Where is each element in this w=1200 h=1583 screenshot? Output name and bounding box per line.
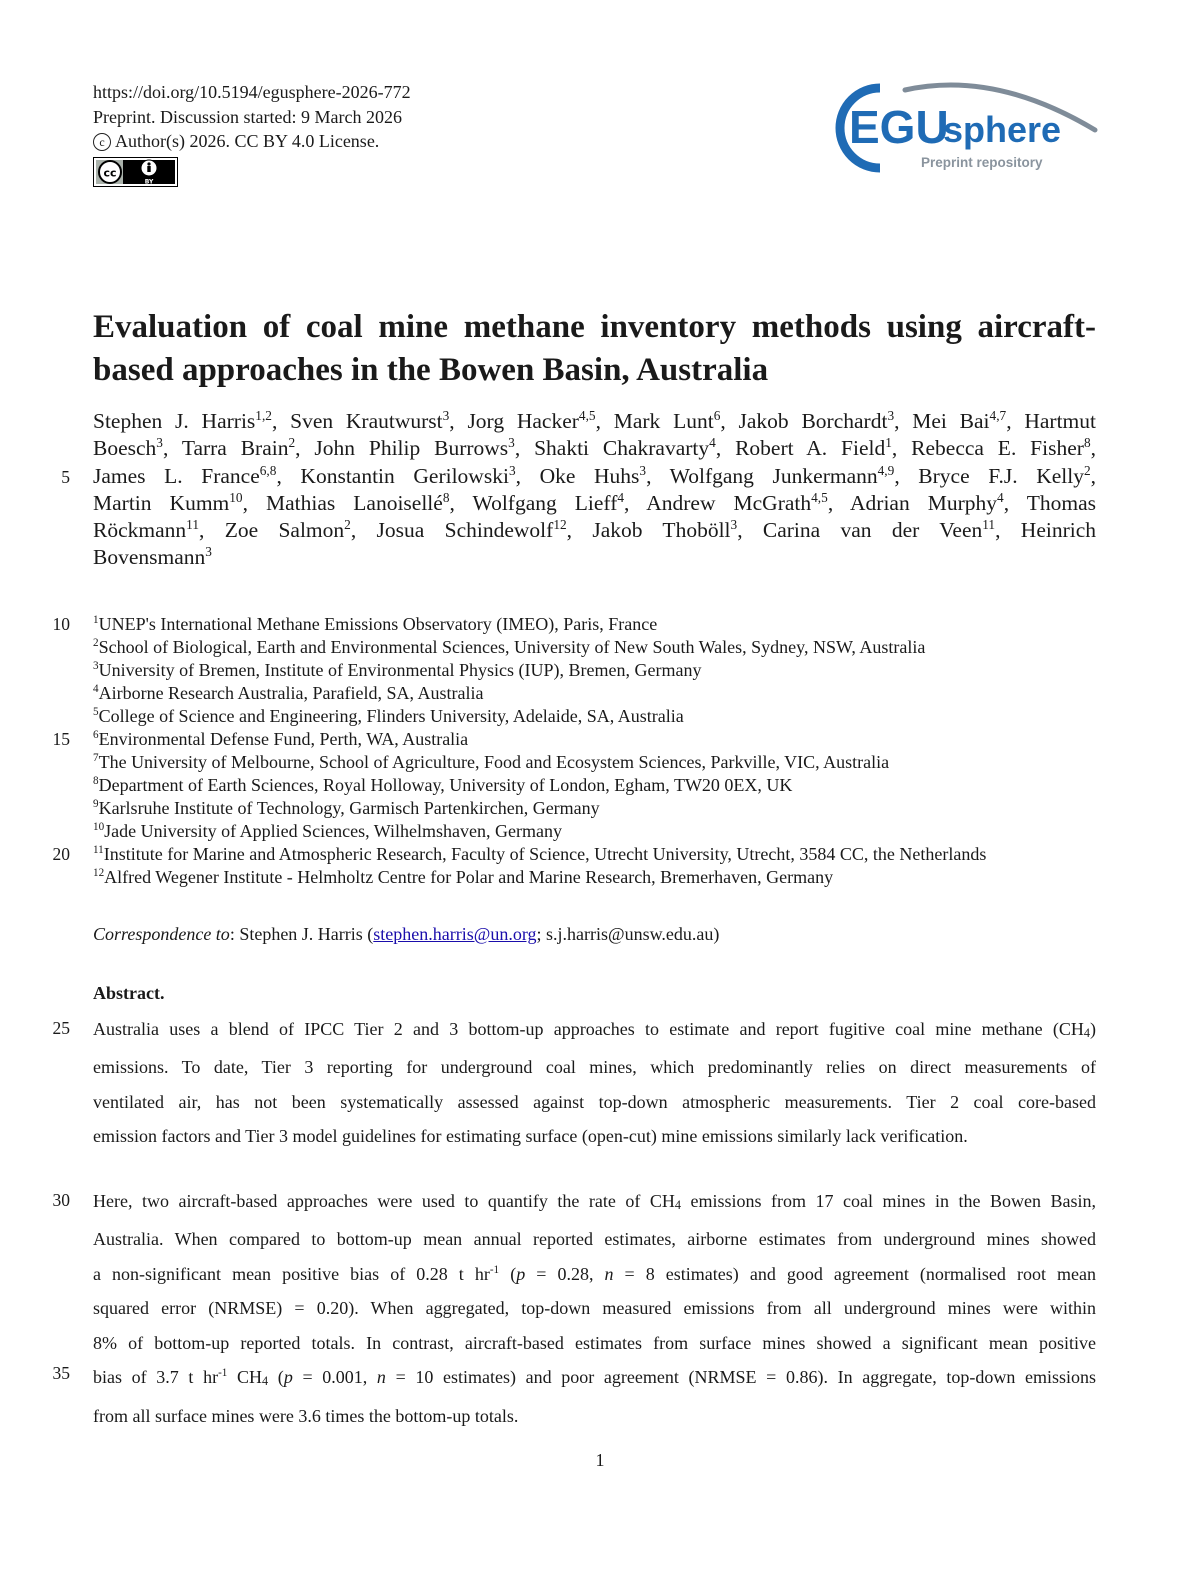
author-line (93, 435, 1096, 462)
line-number: 35 (52, 1363, 70, 1383)
affiliation-item (93, 866, 986, 889)
affiliation-item (93, 682, 986, 705)
author-affiliation-sup: 3 (887, 407, 895, 423)
copyright-icon: c (93, 133, 111, 151)
paren-close: ) (713, 924, 720, 944)
author-name: James L. France (93, 463, 260, 488)
cc-by-license-icon[interactable] (93, 157, 178, 187)
abstract-heading: Abstract. (93, 983, 165, 1003)
author-affiliation-sup: 3 (508, 435, 515, 451)
paper-title (93, 306, 1096, 392)
separator: ; (536, 924, 547, 944)
author-affiliation-sup: 4,9 (877, 462, 895, 478)
affiliation-text: College of Science and Engineering, Flinders University, Adelaide, SA, Australia (98, 706, 684, 726)
text-line: Australia. When compared to bottom-up mean annual reported estimates, airborne estimates from underground mines showed (93, 1229, 1096, 1250)
author-name: Bovensmann (93, 545, 206, 570)
affiliation-item (93, 613, 986, 636)
preprint-header (93, 80, 411, 154)
author-name: Martin Kumm (93, 490, 230, 515)
text-line: Here, two aircraft-based approaches were used to quantify the rate of CH4 emissions from 17 coal mines in the Bowen Basin, (93, 1191, 1096, 1212)
line-number: 15 (52, 729, 70, 749)
author-affiliation-sup: 3 (508, 462, 516, 478)
author-name: , Oke Huhs (515, 463, 640, 488)
affiliation-text: Airborne Research Australia, Parafield, SA, Australia (98, 683, 484, 703)
doi-link[interactable]: https://doi.org/10.5194/egusphere-2026-772 (93, 82, 411, 102)
author-line (93, 490, 1096, 517)
author-name: , Konstantin Gerilowski (276, 463, 509, 488)
abstract-paragraph (93, 1184, 1096, 1433)
author-name: , Adrian Murphy (827, 490, 998, 515)
author-name: , Robert A. Field (715, 436, 886, 461)
author-affiliation-sup: 6 (713, 407, 721, 423)
text-line: emission factors and Tier 3 model guidelines for estimating surface (open-cut) mine emissions similarly lack verification. (93, 1126, 968, 1147)
author-affiliation-sup: 10 (229, 489, 243, 505)
copyright-line (93, 129, 411, 154)
author-affiliation-sup: 4 (617, 489, 625, 505)
affiliation-text: Department of Earth Sciences, Royal Holloway, University of London, Egham, TW20 0EX, UK (98, 775, 793, 795)
author-affiliation-sup: 2 (344, 516, 351, 532)
author-name: , Bryce F.J. Kelly (894, 463, 1084, 488)
affiliation-item (93, 820, 986, 843)
author-affiliation-sup: 4,5 (811, 489, 828, 505)
author-name: , (1090, 436, 1096, 461)
logo-subtitle: Preprint repository (921, 155, 1043, 170)
author-name: , Jakob Thoböll (566, 518, 731, 543)
affiliation-number: 3 (93, 660, 99, 673)
email-link[interactable]: stephen.harris@un.org (373, 924, 537, 944)
text-line: a non-significant mean positive bias of 0.28 t $hr^{-1}$ (p = 0.28, n = 8 estimates) and good agreement (normalised root mean (93, 1263, 1096, 1284)
line-number: 20 (52, 844, 70, 864)
affiliation-number: 9 (93, 798, 99, 811)
author-name: , Wolfgang Lieff (449, 490, 618, 515)
author-affiliation-sup: 8 (1083, 435, 1091, 451)
author-name: , Heinrich (995, 518, 1097, 543)
author-name: , Shakti Chakravarty (514, 436, 710, 461)
affiliation-number: 5 (93, 706, 99, 719)
author-name: Boesch (93, 436, 157, 461)
affiliation-text: Institute for Marine and Atmospheric Research, Faculty of Science, Utrecht University, Utrecht, 3584 CC, the Netherlands (103, 844, 987, 864)
correspondence-name: : Stephen J. Harris ( (229, 924, 374, 944)
line-number: 5 (61, 467, 70, 487)
affiliation-number: 12 (93, 867, 105, 880)
text-line: Australia uses a blend of IPCC Tier 2 and 3 bottom-up approaches to estimate and report fugitive coal mine methane (CH4) (93, 1019, 1096, 1040)
author-name: Stephen J. Harris (93, 409, 256, 433)
author-name: Röckmann (93, 518, 187, 543)
author-affiliation-sup: 3 (730, 516, 738, 532)
logo-sphere-text: sphere (943, 109, 1062, 150)
author-name: , John Philip Burrows (295, 436, 509, 461)
logo-egu-text: EGU (849, 101, 949, 153)
cc-badge-label: BY (144, 178, 154, 186)
affiliation-text: UNEP's International Methane Emissions Observatory (IMEO), Paris, France (98, 614, 658, 634)
affiliation-item (93, 728, 986, 751)
affiliation-number: 11 (93, 844, 104, 857)
author-affiliation-sup: 3 (442, 407, 450, 423)
affiliation-text: Environmental Defense Fund, Perth, WA, Australia (98, 729, 469, 749)
author-name: , Carina van der Veen (737, 518, 983, 543)
author-name: , Mathias Lanoisellé (242, 490, 443, 515)
author-affiliation-sup: 12 (553, 516, 567, 532)
egusphere-logo (835, 80, 1100, 175)
affiliation-number: 6 (93, 729, 99, 742)
line-number: 10 (52, 614, 70, 634)
author-name: , Thomas (1003, 490, 1096, 515)
abstract-paragraph (93, 1012, 1096, 1154)
email-secondary: s.j.harris@unsw.edu.au (546, 924, 714, 944)
correspondence-label: Correspondence to (93, 924, 230, 944)
text-line: squared error (NRMSE) = 0.20). When aggregated, top-down measured emissions from all underground mines were within (93, 1298, 1096, 1319)
author-name: , Zoe Salmon (199, 518, 345, 543)
author-name: , Mark Lunt (595, 409, 714, 433)
author-name: , Rebecca E. Fisher (891, 436, 1084, 461)
author-name: , (1090, 463, 1097, 488)
preprint-status: Preprint. Discussion started: 9 March 2026 (93, 106, 402, 127)
author-affiliation-sup: 4 (997, 489, 1004, 505)
text-line: from all surface mines were 3.6 times the bottom-up totals. (93, 1405, 519, 1426)
page-number: 1 (595, 1450, 605, 1470)
author-name: , Sven Krautwurst (271, 409, 443, 433)
affiliation-number: 10 (93, 821, 105, 834)
author-name: , Josua Schindewolf (350, 518, 554, 543)
author-affiliation-sup: 1,2 (255, 407, 272, 423)
author-affiliation-sup: 8 (442, 489, 450, 505)
author-line (93, 517, 1096, 544)
author-affiliation-sup: 4 (709, 435, 716, 451)
author-name: , Andrew McGrath (624, 490, 812, 515)
affiliation-text: School of Biological, Earth and Environmental Sciences, University of New South Wales, Sydney, NSW, Australia (98, 637, 926, 657)
title-line: based approaches in the Bowen Basin, Australia (93, 352, 769, 388)
affiliation-number: 2 (93, 637, 99, 650)
author-name: , Tarra Brain (162, 436, 289, 461)
author-name: , Hartmut (1006, 409, 1097, 433)
affiliation-text: Alfred Wegener Institute - Helmholtz Centre for Polar and Marine Research, Bremerhaven, Germany (104, 867, 834, 887)
affiliation-list (93, 613, 986, 889)
author-affiliation-sup: 4,7 (989, 407, 1007, 423)
text-line: 8% of bottom-up reported totals. In contrast, aircraft-based estimates from surface mines showed a significant mean positive (93, 1332, 1096, 1353)
author-affiliation-sup: 1 (885, 435, 892, 451)
author-name: , Jakob Borchardt (720, 409, 888, 433)
title-line: Evaluation of coal mine methane inventory methods using aircraft- (93, 309, 1096, 345)
author-affiliation-sup: 11 (982, 516, 996, 532)
author-affiliation-sup: 3 (156, 435, 163, 451)
copyright-text: Author(s) 2026. CC BY 4.0 License. (115, 131, 380, 151)
author-list (93, 408, 1096, 572)
affiliation-text: Jade University of Applied Sciences, Wilhelmshaven, Germany (104, 821, 562, 841)
text-line: emissions. To date, Tier 3 reporting for underground coal mines, which predominantly relies on direct measurements of (93, 1057, 1096, 1078)
author-line (93, 544, 1096, 571)
author-affiliation-sup: 4,5 (578, 407, 596, 423)
text-line: bias of 3.7 t $hr^{-1}$ CH4 (p = 0.001, n = 10 estimates) and poor agreement (NRMSE = 0.86). In aggregate, top-down emissions (93, 1367, 1097, 1389)
author-affiliation-sup: 6,8 (259, 462, 277, 478)
author-name: , Wolfgang Junkermann (646, 463, 878, 488)
line-number: 25 (52, 1018, 70, 1038)
affiliation-number: 4 (93, 683, 99, 696)
author-affiliation-sup: 3 (205, 544, 212, 560)
affiliation-item (93, 843, 986, 866)
affiliation-item (93, 636, 986, 659)
author-affiliation-sup: 2 (288, 435, 296, 451)
correspondence (93, 924, 719, 945)
author-affiliation-sup: 2 (1083, 462, 1091, 478)
author-name: , Mei Bai (894, 409, 990, 433)
author-name: , Jorg Hacker (449, 409, 579, 433)
affiliation-text: Karlsruhe Institute of Technology, Garmisch Partenkirchen, Germany (98, 798, 600, 818)
affiliation-text: University of Bremen, Institute of Environmental Physics (IUP), Bremen, Germany (98, 660, 702, 680)
affiliation-text: The University of Melbourne, School of Agriculture, Food and Ecosystem Sciences, Parkville, VIC, Australia (98, 752, 890, 772)
affiliation-number: 7 (93, 752, 99, 765)
author-affiliation-sup: 3 (639, 462, 647, 478)
svg-text:cc: cc (103, 166, 117, 180)
author-affiliation-sup: 11 (186, 516, 199, 532)
affiliation-item (93, 705, 986, 728)
line-number: 30 (52, 1190, 70, 1210)
affiliation-number: 1 (93, 614, 99, 627)
text-line: ventilated air, has not been systematically assessed against top-down atmospheric measurements. Tier 2 coal core-based (93, 1091, 1096, 1112)
affiliation-number: 8 (93, 775, 99, 788)
affiliation-item (93, 797, 986, 820)
affiliation-item (93, 659, 986, 682)
affiliation-item (93, 774, 986, 797)
affiliation-item (93, 751, 986, 774)
author-line (93, 463, 1096, 490)
author-line (93, 408, 1096, 435)
